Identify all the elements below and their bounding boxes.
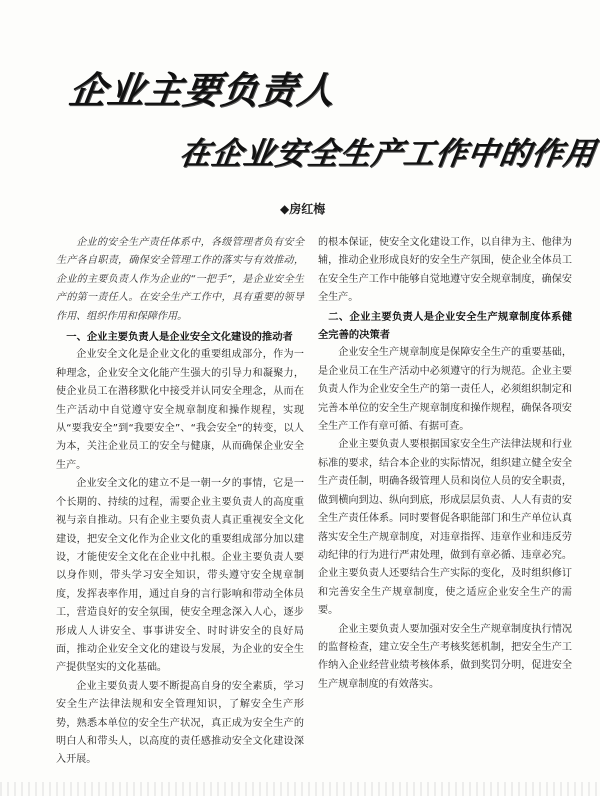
body-paragraph: 企业主要负责人要根据国家安全生产法律法规和行业标准的要求，结合本企业的实际情况，组织建立健全安全生产责任制，明确各级管理人员和岗位人员的安全职责，做到横向到边、纵向到底，形成层层负责、人人有责的安全生产责任体系。同时要督促各职能部门和生产单位认真落实安全生产规章制度，对违章指挥、违章作业和违反劳动纪律的行为进行严肃处理，做到有章必循、违章必究。企业主要负责人还要结合生产实际的变化，及时组织修订和完善安全生产规章制度，使之适应企业安全生产的需要。 bbox=[318, 439, 572, 617]
abstract-paragraph: 企业的安全生产责任体系中，各级管理者负有安全生产各自职责，确保安全管理工作的落实与有效推动，企业的主要负责人作为企业的“一把手”，是企业安全生产的第一责任人。在安全生产工作中，具有重要的领导作用、组织作用和保障作用。 bbox=[56, 237, 304, 322]
scan-artifact-strip bbox=[0, 782, 600, 796]
continued-paragraph: 的根本保证，使安全文化建设工作，以自律为主、他律为辅，推动企业形成良好的安全生产氛围，使企业全体员工在安全生产工作中能够自觉地遵守安全规章制度，确保安全生产。 bbox=[318, 237, 572, 304]
body-paragraph: 企业主要负责人要加强对安全生产规章制度执行情况的监督检查，建立安全生产考核奖惩机制，把安全生产工作纳入企业经营业绩考核体系，做到奖罚分明，促进安全生产规章制度的有效落实。 bbox=[318, 623, 572, 690]
section-heading-2: 二、企业主要负责人是企业安全生产规章制度体系健全完善的决策者 bbox=[318, 310, 572, 342]
left-column bbox=[56, 234, 304, 770]
section-heading-1: 一、企业主要负责人是企业安全文化建设的推动者 bbox=[66, 331, 293, 344]
author-name: ◆房红梅 bbox=[280, 202, 326, 216]
body-paragraph: 企业主要负责人要不断提高自身的安全素质，学习安全生产法律法规和安全管理知识，了解安全生产形势，熟悉本单位的安全生产状况，真正成为安全生产的明白人和带头人，以高度的责任感推动安全文化建设深入开展。 bbox=[56, 680, 304, 766]
right-column bbox=[318, 234, 572, 694]
body-paragraph: 企业安全文化的建立不是一朝一夕的事情，它是一个长期的、持续的过程，需要企业主要负责人的高度重视与亲自推动。只有企业主要负责人真正重视安全文化建设，把安全文化作为企业文化的重要组成部分加以建设，才能使安全文化在企业中扎根。企业主要负责人要以身作则，带头学习安全知识，带头遵守安全规章制度，发挥表率作用，通过自身的言行影响和带动全体员工，营造良好的安全氛围，使安全理念深入人心，逐步形成人人讲安全、事事讲安全、时时讲安全的良好局面，推动企业安全文化的建设与发展，为企业的安全生产提供坚实的文化基础。 bbox=[56, 478, 304, 674]
body-paragraph: 企业安全文化是企业文化的重要组成部分，作为一种理念，企业安全文化能产生强大的引导力和凝聚力，使企业员工在潜移默化中接受并认同安全理念，从而在生产活动中自觉遵守安全规章制度和操作规程，实现从“要我安全”到“我要安全”、“我会安全”的转变，以人为本，关注企业员工的安全与健康，从而确保企业安全生产。 bbox=[56, 349, 304, 471]
title-line-2: 在企业安全生产工作中的作用 bbox=[176, 136, 599, 172]
title-line-1: 企业主要负责人 bbox=[66, 69, 339, 112]
body-paragraph: 企业安全生产规章制度是保障安全生产的重要基础，是企业员工在生产活动中必须遵守的行为规范。企业主要负责人作为企业安全生产的第一责任人，必须组织制定和完善本单位的安全生产规章制度和操作规程，确保各项安全生产工作有章可循、有据可查。 bbox=[318, 347, 572, 433]
